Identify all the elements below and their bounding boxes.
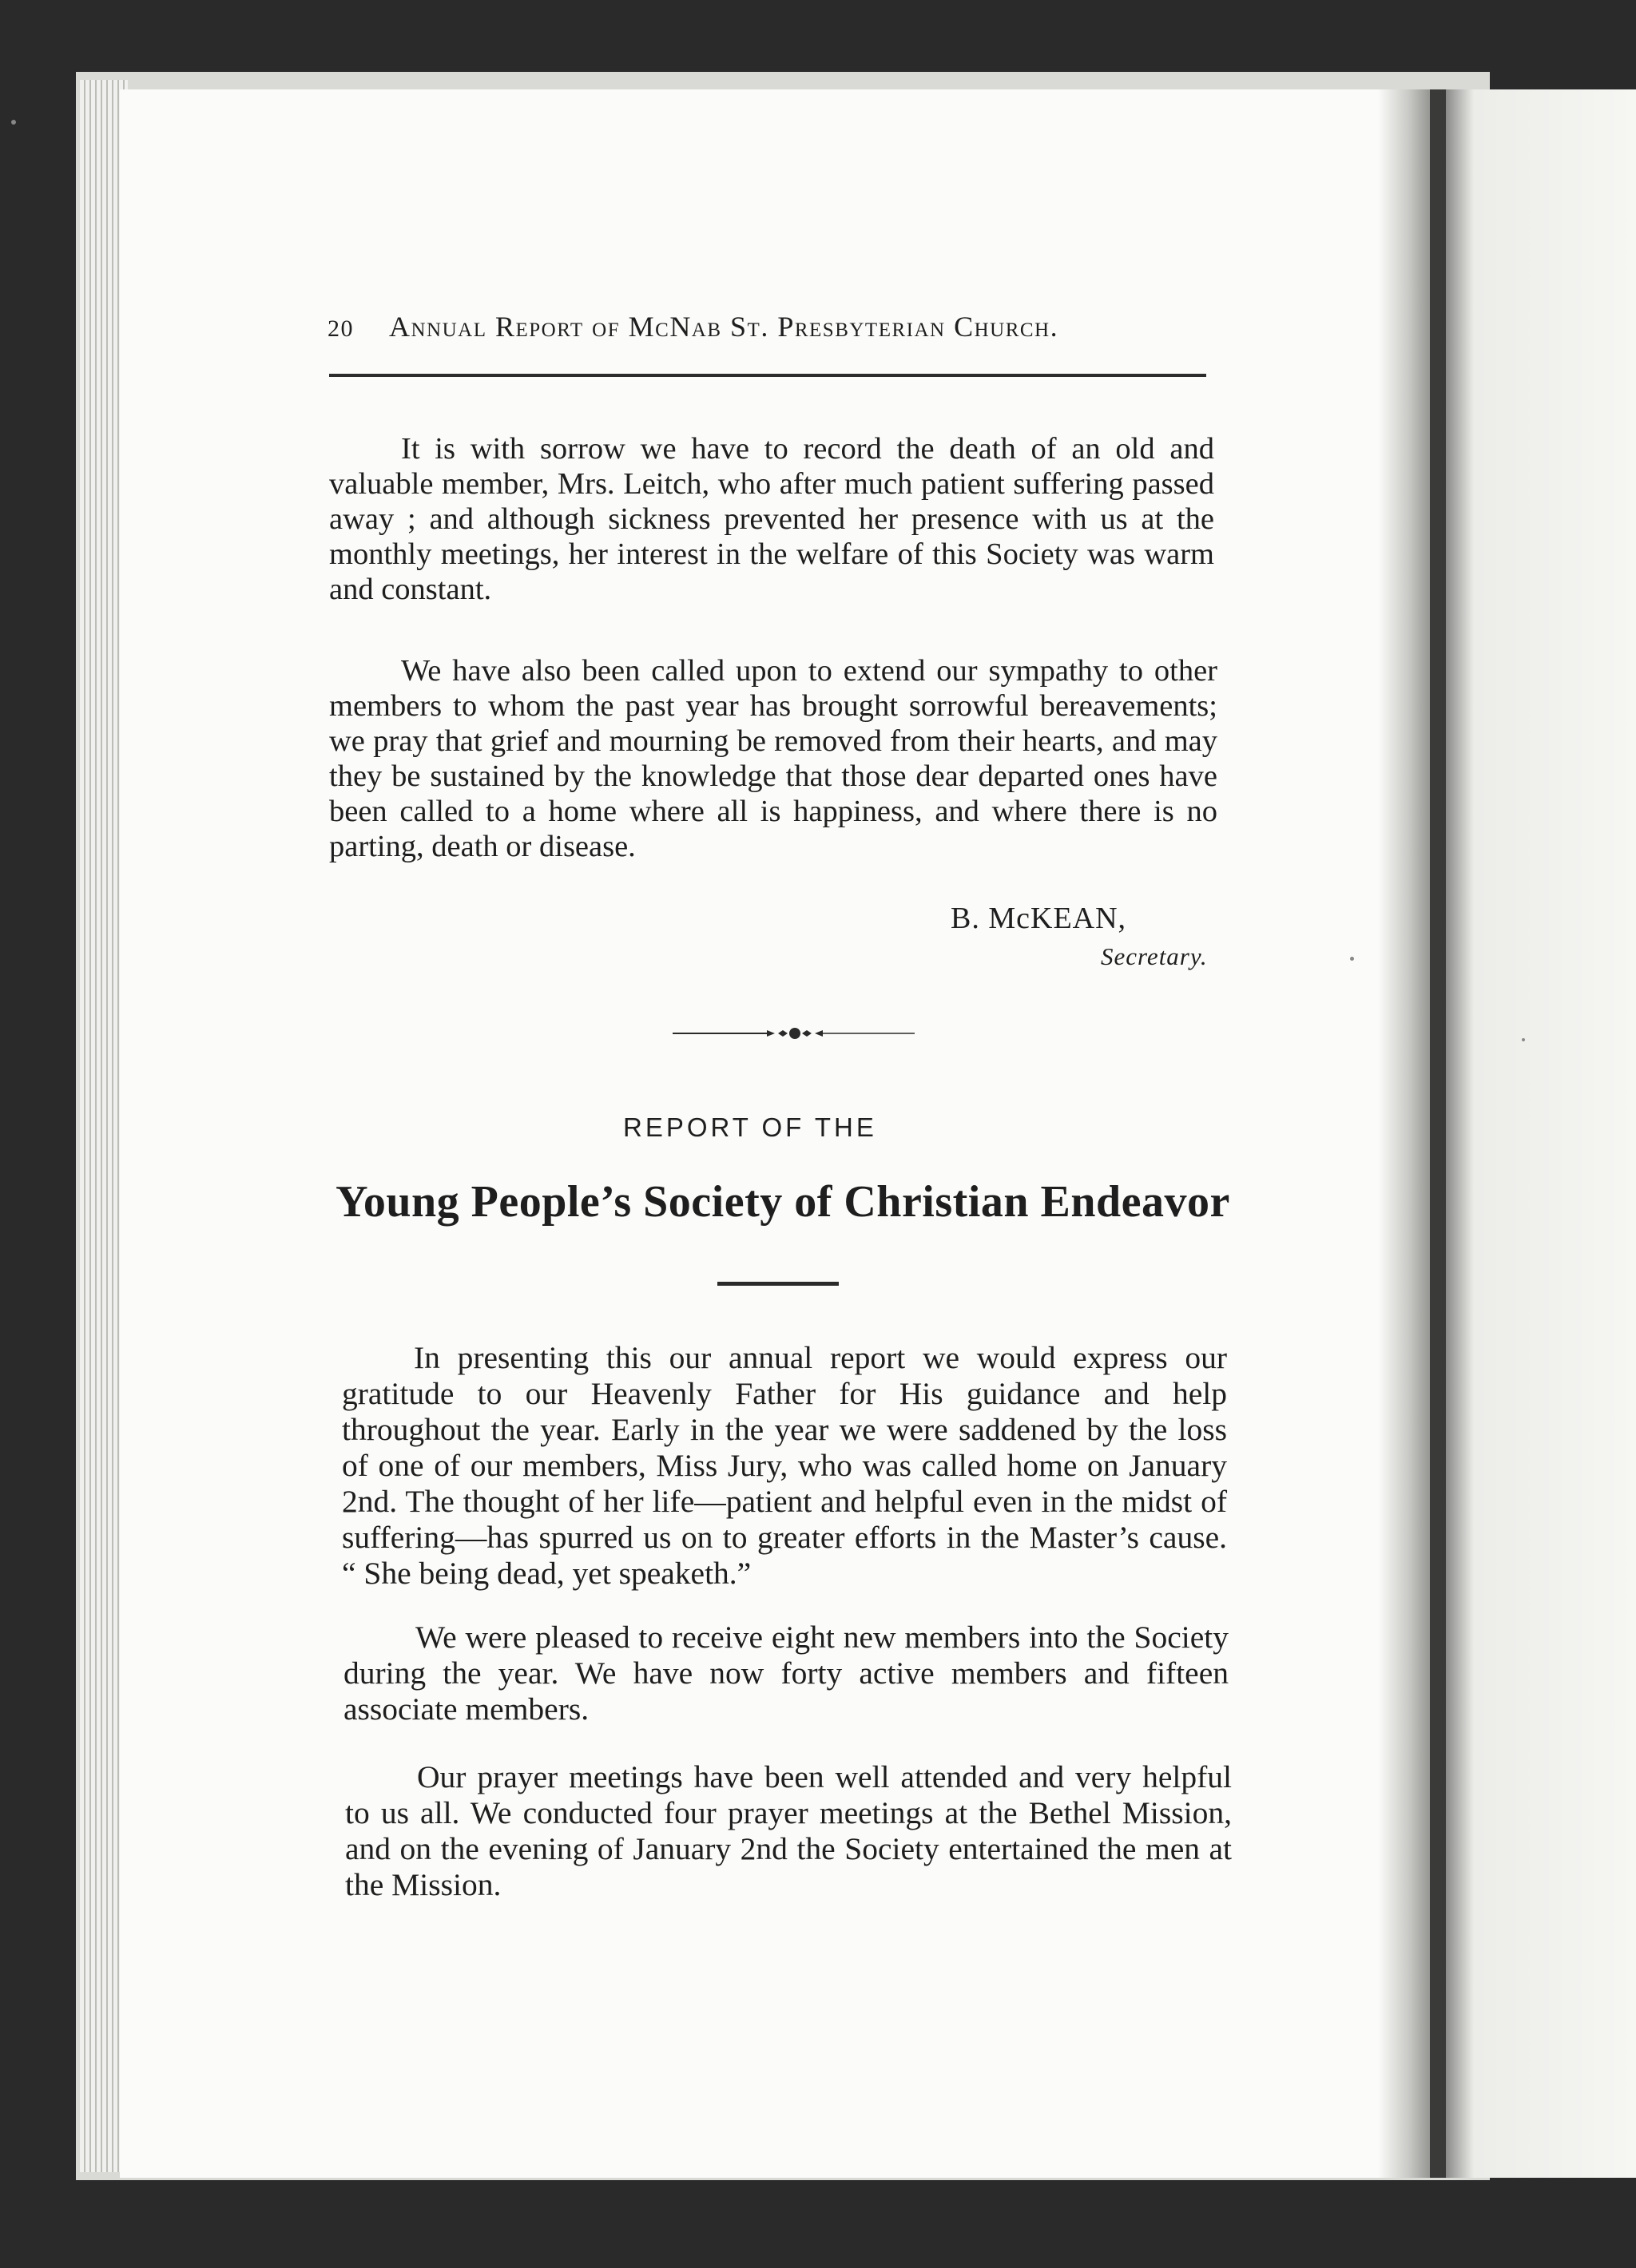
signature-title: Secretary. [1101,942,1208,970]
paragraph-new-members: We were pleased to receive eight new members into the Society during the year. We have now forty active members and fifteen associate members. [343,1620,1229,1727]
paragraph-leitch: It is with sorrow we have to record the death of an old and valuable member, Mrs. Leitch, who after much patient suffering passed away ; and although sickness prevented her presence with us at the monthly meetings, her interest in the welfare of this Society was warm and constant. [329,432,1214,606]
title-rule [717,1282,839,1286]
scan-speck [1350,957,1354,961]
paragraph-annual-report: In presenting this our annual report we would express our gratitude to our Heavenly Father for His guidance and help throughout the year. Early in the year we were saddened by the loss of one of our members, Miss Jury, who was called home on January 2nd. The thought of her life—patient and helpful even in the midst of suffering—has spurred us on to greater efforts in the Master’s cause. “ She being dead, yet speaketh.” [342,1340,1227,1591]
paragraph-sympathy: We have also been called upon to extend our sympathy to other members to whom the past year has brought sorrowful bereavements; we pray that grief and mourning be removed from their hearts, and may they be sustained by the knowledge that those dear departed ones have been called to a home where all is happiness, and where there is no parting, death or disease. [329,654,1217,863]
scan-speck [11,120,16,125]
ornament-divider [671,1022,919,1045]
report-of-heading: REPORT OF THE [623,1112,877,1142]
running-title: Annual Report of McNab St. Presbyterian Church. [389,311,1059,343]
society-title: Young People’s Society of Christian Endeavor [336,1177,1230,1227]
running-head [328,310,1214,343]
paragraph-prayer-meetings: Our prayer meetings have been well attended and very helpful to us all. We conducted four prayer meetings at the Bethel Mission, and on the evening of January 2nd the Society entertained the men at the Mission. [345,1759,1232,1902]
header-rule [329,374,1206,377]
page-number: 20 [328,315,354,342]
signature-name: B. McKEAN, [951,902,1127,935]
scan-speck [1522,1038,1525,1041]
facing-page-edge [1446,89,1636,2178]
